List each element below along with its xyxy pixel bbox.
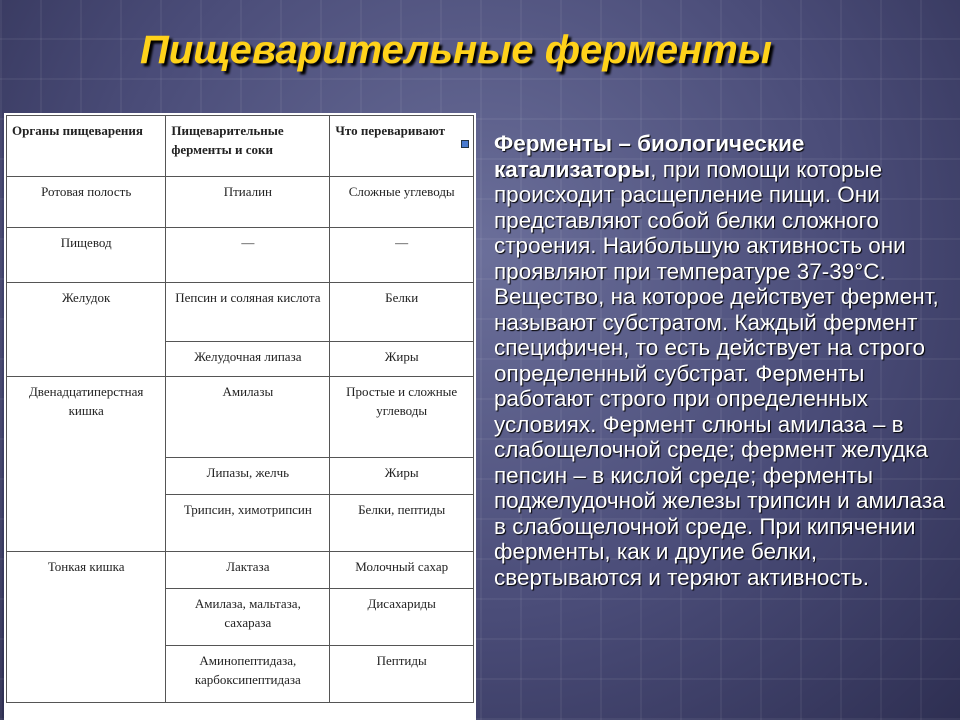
organ-cell: Тонкая кишка [7, 552, 166, 703]
enzyme-cell: Аминопептидаза, карбоксипептидаза [166, 646, 330, 703]
organ-cell: Ротовая полость [7, 177, 166, 228]
enzyme-cell: Амилаза, мальтаза, сахараза [166, 589, 330, 646]
digests-cell: Простые и сложные углеводы [330, 377, 474, 458]
digests-cell: Дисахариды [330, 589, 474, 646]
digests-cell: Жиры [330, 342, 474, 377]
enzyme-cell: Липазы, желчь [166, 458, 330, 495]
enzymes-table [6, 115, 474, 703]
table-row [7, 283, 474, 342]
table-row [7, 377, 474, 458]
table-row [7, 552, 474, 589]
digests-cell: Белки, пептиды [330, 495, 474, 552]
enzyme-cell: Трипсин, химотрипсин [166, 495, 330, 552]
enzymes-table-image [4, 113, 476, 720]
table-header-row [7, 116, 474, 177]
table-row [7, 177, 474, 228]
description-bold: Ферменты – биологические катализаторы [494, 131, 805, 182]
slide-title: Пищеварительные ферменты [140, 28, 772, 72]
digests-cell: Пептиды [330, 646, 474, 703]
organ-cell: Двенадцатиперстная кишка [7, 377, 166, 552]
header-digests: Что переваривают [330, 116, 474, 177]
enzyme-cell: Лактаза [166, 552, 330, 589]
description-body: , при помощи которые происходит расщепление пищи. Они представляют собой белки сложного строения. Наибольшую активность они проявляют при температуре 37-39°С. Вещество, на которое действует фермент, называют субстратом. Каждый фермент специфичен, то есть действует на строго определенный субстрат. Ферменты работают строго при определенных условиях. Фермент слюны амилаза – в слабощелочной среде; фермент желудка пепсин – в кислой среде; ферменты поджелудочной железы трипсин и амилаза в слабощелочной среде. При кипячении ферменты, как и другие белки, свертываются и теряют активность. [494, 156, 945, 590]
organ-cell: Желудок [7, 283, 166, 377]
header-enzymes: Пищеварительные ферменты и соки [166, 116, 330, 177]
digests-cell: — [330, 228, 474, 283]
enzyme-cell: Желудочная липаза [166, 342, 330, 377]
enzyme-cell: Пепсин и соляная кислота [166, 283, 330, 342]
organ-cell: Пищевод [7, 228, 166, 283]
digests-cell: Молочный сахар [330, 552, 474, 589]
enzyme-cell: — [166, 228, 330, 283]
header-organs: Органы пищеварения [7, 116, 166, 177]
bullet-icon [461, 140, 469, 148]
description-text [494, 131, 954, 590]
digests-cell: Сложные углеводы [330, 177, 474, 228]
table-row [7, 228, 474, 283]
enzyme-cell: Амилазы [166, 377, 330, 458]
enzyme-cell: Птиалин [166, 177, 330, 228]
digests-cell: Жиры [330, 458, 474, 495]
digests-cell: Белки [330, 283, 474, 342]
